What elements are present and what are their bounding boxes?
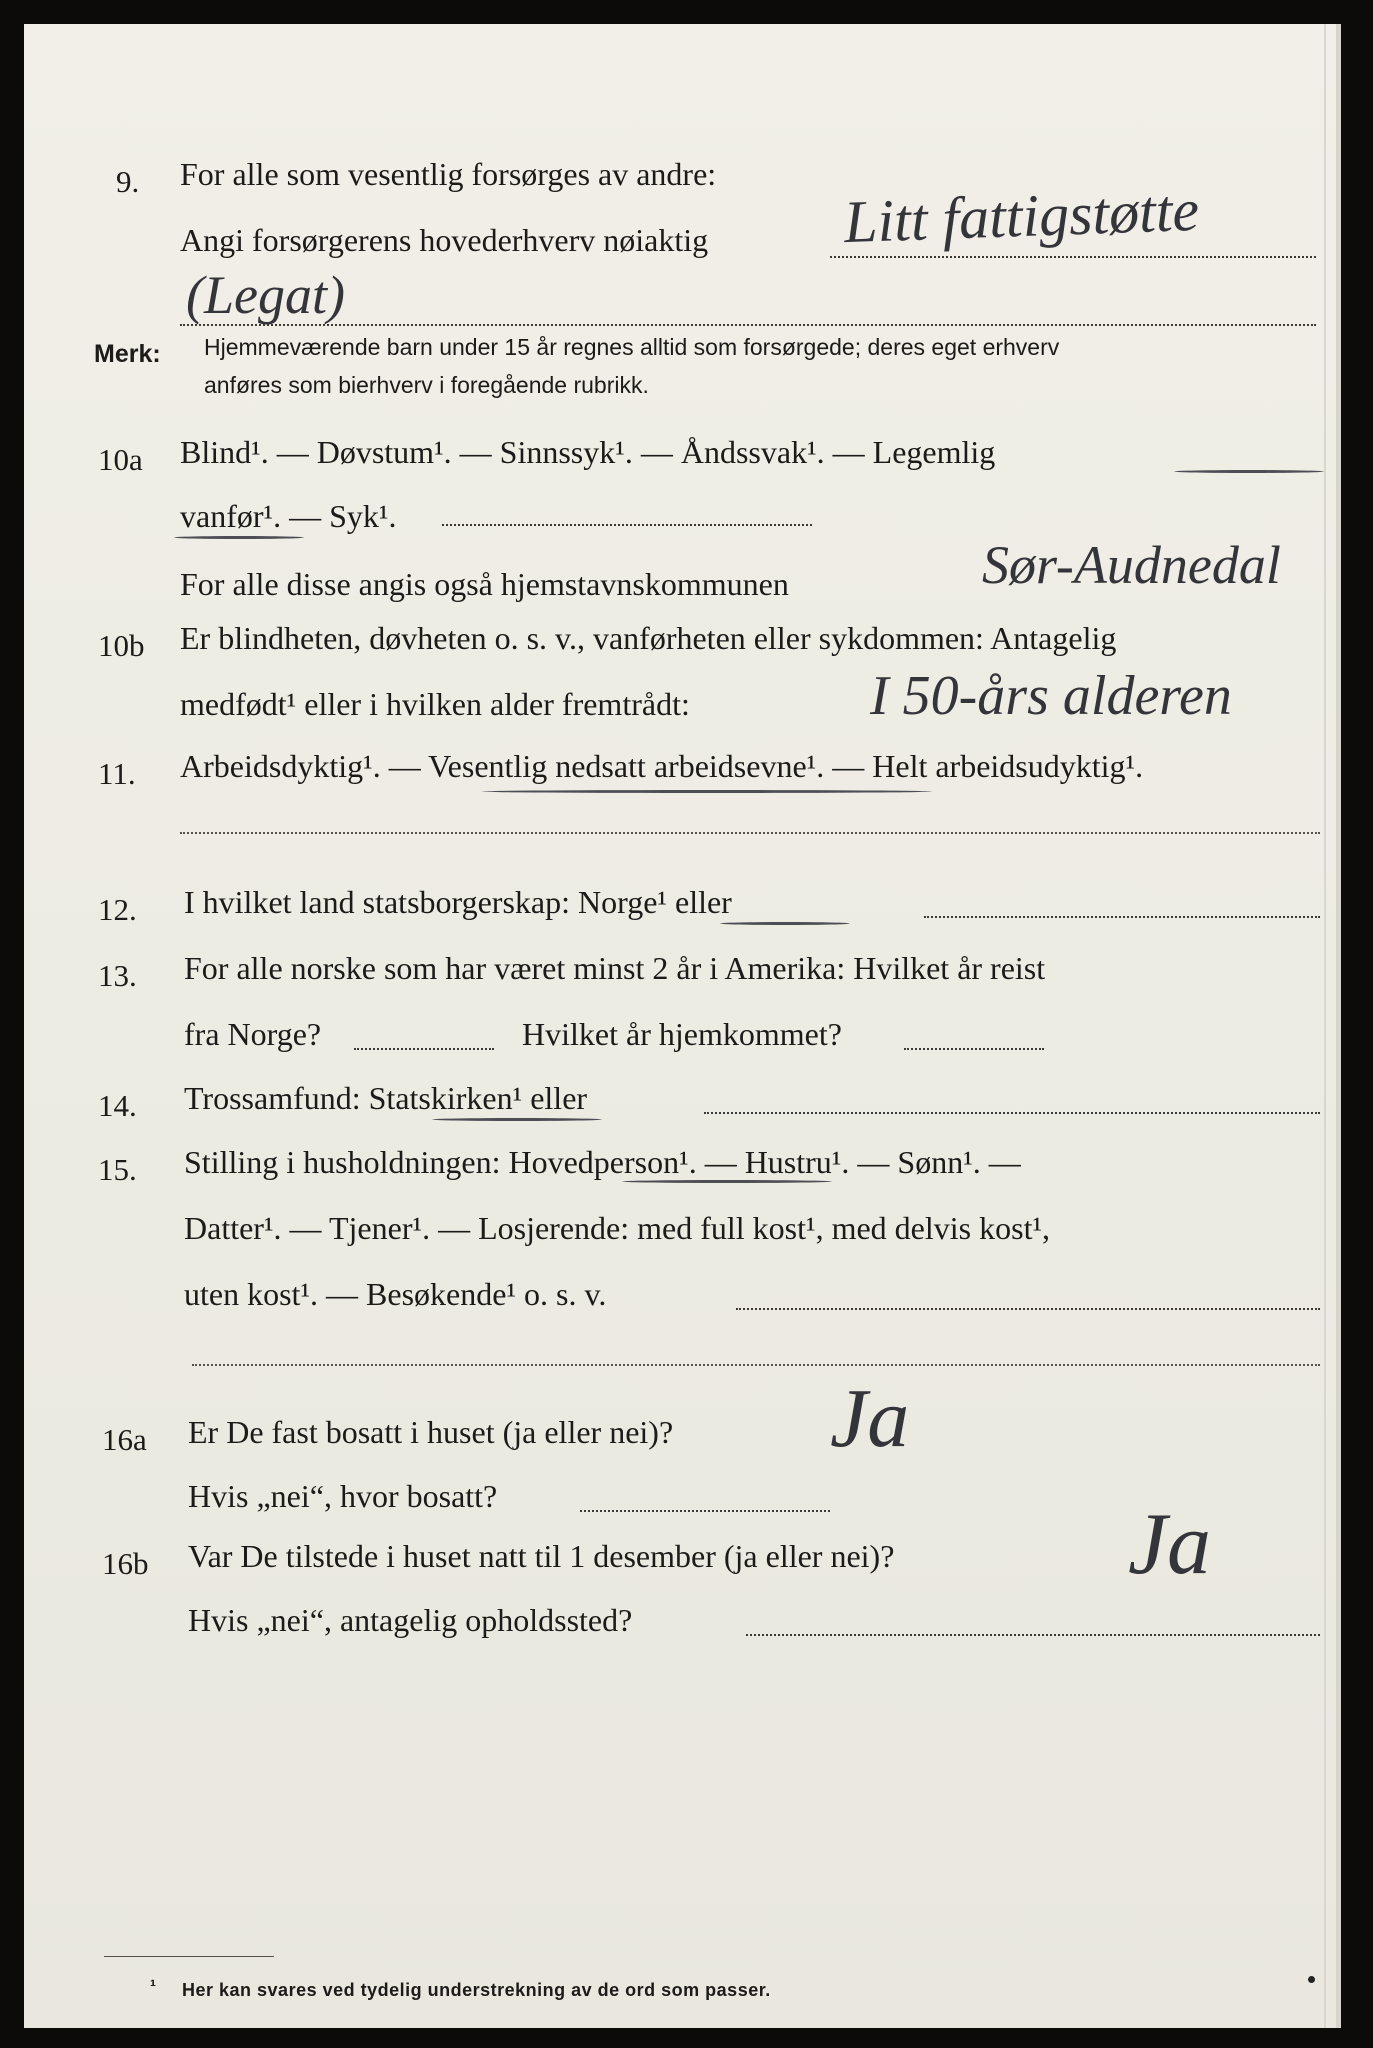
- underline-mark: [1174, 470, 1324, 473]
- underline-mark: [482, 790, 932, 793]
- answer-line: [180, 832, 1320, 834]
- handwritten-answer: Ja: [830, 1372, 910, 1465]
- answer-line: [924, 916, 1320, 918]
- question-text: Datter¹. — Tjener¹. — Losjerende: med full kost¹, med delvis kost¹,: [184, 1210, 1051, 1246]
- handwritten-answer: (Legat): [186, 265, 345, 325]
- answer-line: [830, 256, 1316, 258]
- note-label: Merk:: [94, 340, 161, 368]
- question-number: 10b: [98, 628, 145, 663]
- footnote-mark: ¹: [150, 1976, 157, 1996]
- answer-line: [192, 1364, 1320, 1366]
- question-text: Arbeidsdyktig¹. — Vesentlig nedsatt arbeidsevne¹. — Helt arbeidsudyktig¹.: [180, 748, 1144, 784]
- footnote-text: Her kan svares ved tydelig understrekning av de ord som passer.: [182, 1980, 771, 2000]
- question-number: 10a: [98, 442, 143, 477]
- question-text: Stilling i husholdningen: Hovedperson¹. — Hustru¹. — Sønn¹. —: [184, 1144, 1021, 1180]
- answer-line: [904, 1048, 1044, 1050]
- answer-line: [736, 1308, 1320, 1310]
- question-number: 9.: [116, 164, 140, 199]
- question-text: Hvis „nei“, hvor bosatt?: [188, 1478, 498, 1514]
- question-text: Trossamfund: Statskirken¹ eller: [184, 1080, 588, 1116]
- question-text: medfødt¹ eller i hvilken alder fremtrådt:: [180, 686, 690, 722]
- page-fold-line: [1324, 24, 1326, 2028]
- handwritten-answer: I 50-års alderen: [870, 665, 1232, 727]
- question-number: 11.: [98, 756, 136, 791]
- question-number: 14.: [98, 1088, 137, 1123]
- question-number: 13.: [98, 958, 137, 993]
- question-number: 16b: [102, 1546, 149, 1581]
- question-text: Er blindheten, døvheten o. s. v., vanførheten eller sykdommen: Antagelig: [180, 620, 1117, 656]
- answer-line: [354, 1048, 494, 1050]
- question-number: 15.: [98, 1152, 137, 1187]
- underline-mark: [432, 1118, 602, 1121]
- question-text: For alle disse angis også hjemstavnskommunen: [180, 566, 789, 602]
- answer-line: [746, 1634, 1320, 1636]
- question-text: vanfør¹. — Syk¹.: [180, 498, 397, 534]
- answer-line: [580, 1510, 830, 1512]
- question-text: Var De tilstede i huset natt til 1 desember (ja eller nei)?: [188, 1538, 895, 1574]
- question-number: 16a: [102, 1422, 147, 1457]
- question-text: fra Norge?: [184, 1016, 322, 1052]
- underline-mark: [174, 536, 304, 539]
- answer-line: [704, 1112, 1320, 1114]
- question-text: Blind¹. — Døvstum¹. — Sinnssyk¹. — Åndssvak¹. — Legemlig: [180, 434, 996, 470]
- question-text: uten kost¹. — Besøkende¹ o. s. v.: [184, 1276, 607, 1312]
- note-text: Hjemmeværende barn under 15 år regnes alltid som forsørgede; deres eget erhverv: [204, 334, 1060, 360]
- ink-dot: [1308, 1976, 1315, 1983]
- underline-mark: [622, 1180, 832, 1183]
- underline-mark: [720, 922, 850, 925]
- answer-line: [442, 524, 812, 526]
- question-text: Angi forsørgerens hovederhverv nøiaktig: [180, 222, 709, 258]
- question-text: Er De fast bosatt i huset (ja eller nei)?: [188, 1414, 674, 1450]
- question-text: For alle norske som har været minst 2 år i Amerika: Hvilket år reist: [184, 950, 1046, 986]
- answer-line: [180, 324, 1316, 326]
- census-form-page: [24, 24, 1341, 2028]
- handwritten-answer: Sør-Audnedal: [982, 535, 1281, 595]
- question-text: For alle som vesentlig forsørges av andre:: [180, 156, 717, 192]
- question-number: 12.: [98, 892, 137, 927]
- handwritten-answer: Ja: [1128, 1496, 1212, 1593]
- handwritten-answer: Litt fattigstøtte: [842, 176, 1201, 256]
- question-text: Hvilket år hjemkommet?: [522, 1016, 842, 1052]
- question-text: Hvis „nei“, antagelig opholdssted?: [188, 1602, 633, 1638]
- question-text: I hvilket land statsborgerskap: Norge¹ eller: [184, 884, 732, 920]
- footnote-rule: [104, 1956, 274, 1957]
- note-text: anføres som bierhverv i foregående rubrikk.: [204, 372, 649, 398]
